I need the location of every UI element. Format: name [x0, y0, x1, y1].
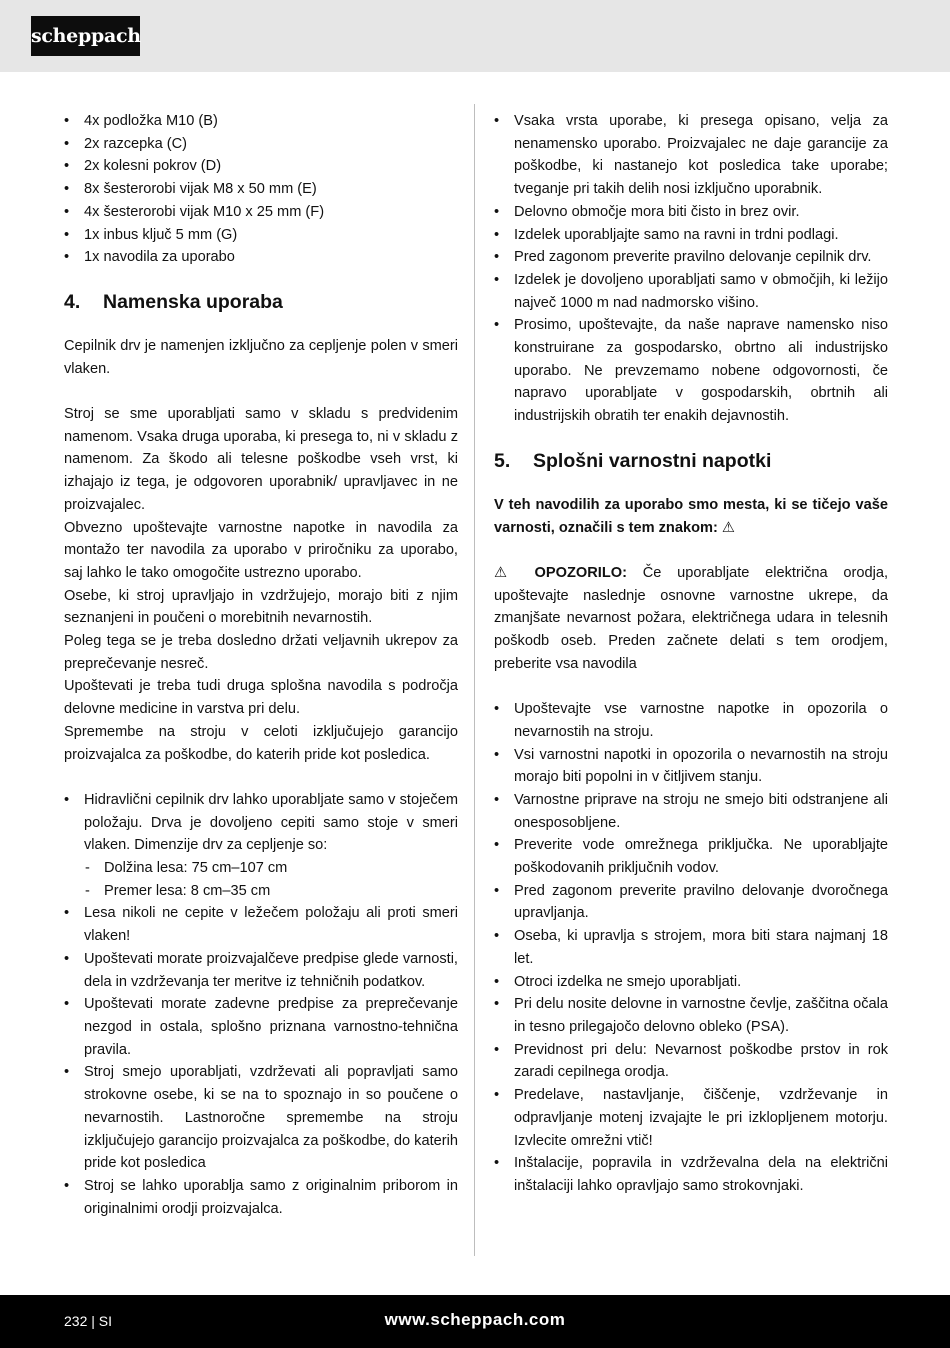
list-item: • Pred zagonom preverite pravilno delovanje cepilnik drv. [494, 246, 888, 269]
scope-of-delivery-list [64, 110, 458, 269]
list-item [64, 789, 458, 903]
list-item: • Inštalacije, popravila in vzdrževalna dela na električni inštalaciji lahko opravljajo samo strokovnjaki. [494, 1152, 888, 1197]
paragraph: Upoštevati je treba tudi druga splošna navodila s področja delovne medicine in varstva pri delu. [64, 678, 458, 718]
list-item: • Izdelek je dovoljeno uporabljati samo v območjih, ki ležijo največ 1000 m nad nadmorsko višino. [494, 269, 888, 314]
section-4-heading [64, 290, 458, 314]
paragraph: Spremembe na stroju v celoti izključujejo garancijo proizvajalca za poškodbe, do katerih pride kot posledica. [64, 723, 458, 763]
brand-logo: scheppach [31, 16, 140, 56]
list-item: • Pred zagonom preverite pravilno delovanje dvoročnega upravljanja. [494, 880, 888, 925]
list-item: • 2x kolesni pokrov (D) [64, 155, 458, 178]
list-item: • Predelave, nastavljanje, čiščenje, vzdrževanje in odpravljanje motenj izvajajte le pri izklopljenem motorju. Izvlecite omrežni vtič! [494, 1084, 888, 1152]
dimension-item: - Premer lesa: 8 cm–35 cm [84, 880, 458, 903]
list-item: • Upoštevati morate proizvajalčeve predpise glede varnosti, dela in vzdrževanja ter meritve iz tehničnih podatkov. [64, 948, 458, 993]
list-item: • 4x podložka M10 (B) [64, 110, 458, 133]
list-item: • Lesa nikoli ne cepite v ležečem položaju ali proti smeri vlaken! [64, 902, 458, 947]
dimensions-list [84, 857, 458, 902]
safety-intro: V teh navodilih za uporabo smo mesta, ki se tičejo vaše varnosti, označili s tem znakom: ⚠ [494, 496, 888, 536]
list-item: • Pri delu nosite delovne in varnostne čevlje, zaščitna očala in tesno prilegajočo delovno obleko (PSA). [494, 993, 888, 1038]
column-divider [474, 104, 475, 1256]
list-item: • Stroj se lahko uporablja samo z originalnim priborom in originalnimi orodji proizvajalca. [64, 1175, 458, 1220]
list-item: • Preverite vode omrežnega priključka. Ne uporabljajte poškodovanih priključnih vodov. [494, 834, 888, 879]
usage-rules-list [64, 789, 458, 1220]
list-item: • Previdnost pri delu: Nevarnost poškodbe prstov in rok zaradi cepilnega orodja. [494, 1039, 888, 1084]
list-item: • Otroci izdelka ne smejo uporabljati. [494, 971, 888, 994]
safety-list [494, 698, 888, 1197]
list-item: • Upoštevati morate zadevne predpise za preprečevanje nezgod in ostala, splošno priznana varnostno-tehnična pravila. [64, 993, 458, 1061]
paragraph: Poleg tega se je treba dosledno držati veljavnih ukrepov za preprečevanje nesreč. [64, 633, 458, 672]
section-title: Splošni varnostni napotki [533, 449, 772, 472]
list-item: • Stroj smejo uporabljati, vzdrževati ali popravljati samo strokovne osebe, ki se na to spoznajo in so poučene o nevarnostih. Lastnoročne spremembe na stroju izključujejo garancijo proizvajalca za poškodbe, do katerih pride kot posledica [64, 1061, 458, 1175]
list-item: • 8x šesterorobi vijak M8 x 50 mm (E) [64, 178, 458, 201]
list-item-text: Hidravlični cepilnik drv lahko uporabljate samo v stoječem položaju. Drva je dovoljeno cepiti samo stoje v smeri vlaken. Dimenzije drv za cepljenje so: [84, 791, 458, 854]
warning-paragraph [494, 562, 888, 676]
section-number: 5. [494, 449, 511, 472]
right-column [494, 110, 888, 1198]
warning-text: Če uporabljate električna orodja, upoštevajte naslednje osnovne varnostne ukrepe, da zmanjšate nevarnost požara, električnega udara in telesnih poškodb oseb. Preden začnete delati s tem orodjem, preberite vsa navodila [494, 564, 888, 672]
list-item: • Delovno območje mora biti čisto in brez ovir. [494, 201, 888, 224]
list-item: • Vsaka vrsta uporabe, ki presega opisano, velja za nenamensko uporabo. Proizvajalec ne daje garancije za poškodbe, ki nastanejo kot posledica take uporabe; tveganje pri takih delih nosi izključno uporabnik. [494, 110, 888, 201]
dimension-item: - Dolžina lesa: 75 cm–107 cm [84, 857, 458, 880]
list-item: • 1x navodila za uporabo [64, 246, 458, 269]
page-number: 232 | SI [64, 1313, 113, 1329]
list-item: • Upoštevajte vse varnostne napotke in opozorila o nevarnostih na stroju. [494, 698, 888, 743]
list-item: • 2x razcepka (C) [64, 133, 458, 156]
paragraph: Cepilnik drv je namenjen izključno za cepljenje polen v smeri vlaken. [64, 337, 458, 377]
list-item: • Izdelek uporabljajte samo na ravni in trdni podlagi. [494, 224, 888, 247]
paragraph: Obvezno upoštevajte varnostne napotke in navodila za montažo ter navodila za uporabo v priročniku za uporabo, saj lahko le tako omogočite ustrezno uporabo. [64, 519, 458, 581]
list-item: • Vsi varnostni napotki in opozorila o nevarnostih na stroju morajo biti popolni in v čitljivem stanju. [494, 744, 888, 789]
list-item: • Varnostne priprave na stroju ne smejo biti odstranjene ali onesposobljene. [494, 789, 888, 834]
list-item: • 1x inbus ključ 5 mm (G) [64, 224, 458, 247]
section-number: 4. [64, 290, 81, 313]
list-item: • Oseba, ki upravlja s strojem, mora biti stara najmanj 18 let. [494, 925, 888, 970]
website-link[interactable]: www.scheppach.com [384, 1310, 566, 1329]
paragraph: Osebe, ki stroj upravljajo in vzdržujejo, morajo biti z njim seznanjeni in poučeni o morebitnih nevarnostih. [64, 587, 458, 627]
list-item: • 4x šesterorobi vijak M10 x 25 mm (F) [64, 201, 458, 224]
page-header [0, 0, 950, 72]
paragraph: Stroj se sme uporabljati samo v skladu s predvidenim namenom. Vsaka druga uporaba, ki presega to, ni v skladu z namenom. Za škodo ali telesne poškodbe vseh vrst, ki izhajajo iz tega, je odgovoren uporabnik/ upravljavec in ne proizvajalec. [64, 406, 458, 513]
list-item: • Prosimo, upoštevajte, da naše naprave namensko niso konstruirane za gospodarsko, obrtno ali industrijsko uporabo. Ne prevzemamo nobene odgovornosti, če napravo uporabljate v gospodarskih, obrtnih ali industrijskih obratih ter enakih dejavnostih. [494, 314, 888, 428]
intended-use-list [494, 110, 888, 428]
page-footer [0, 1295, 950, 1348]
left-column [64, 110, 458, 1220]
section-title: Namenska uporaba [103, 290, 283, 313]
warning-label: ⚠ OPOZORILO: [494, 564, 627, 581]
section-5-heading [494, 449, 888, 473]
